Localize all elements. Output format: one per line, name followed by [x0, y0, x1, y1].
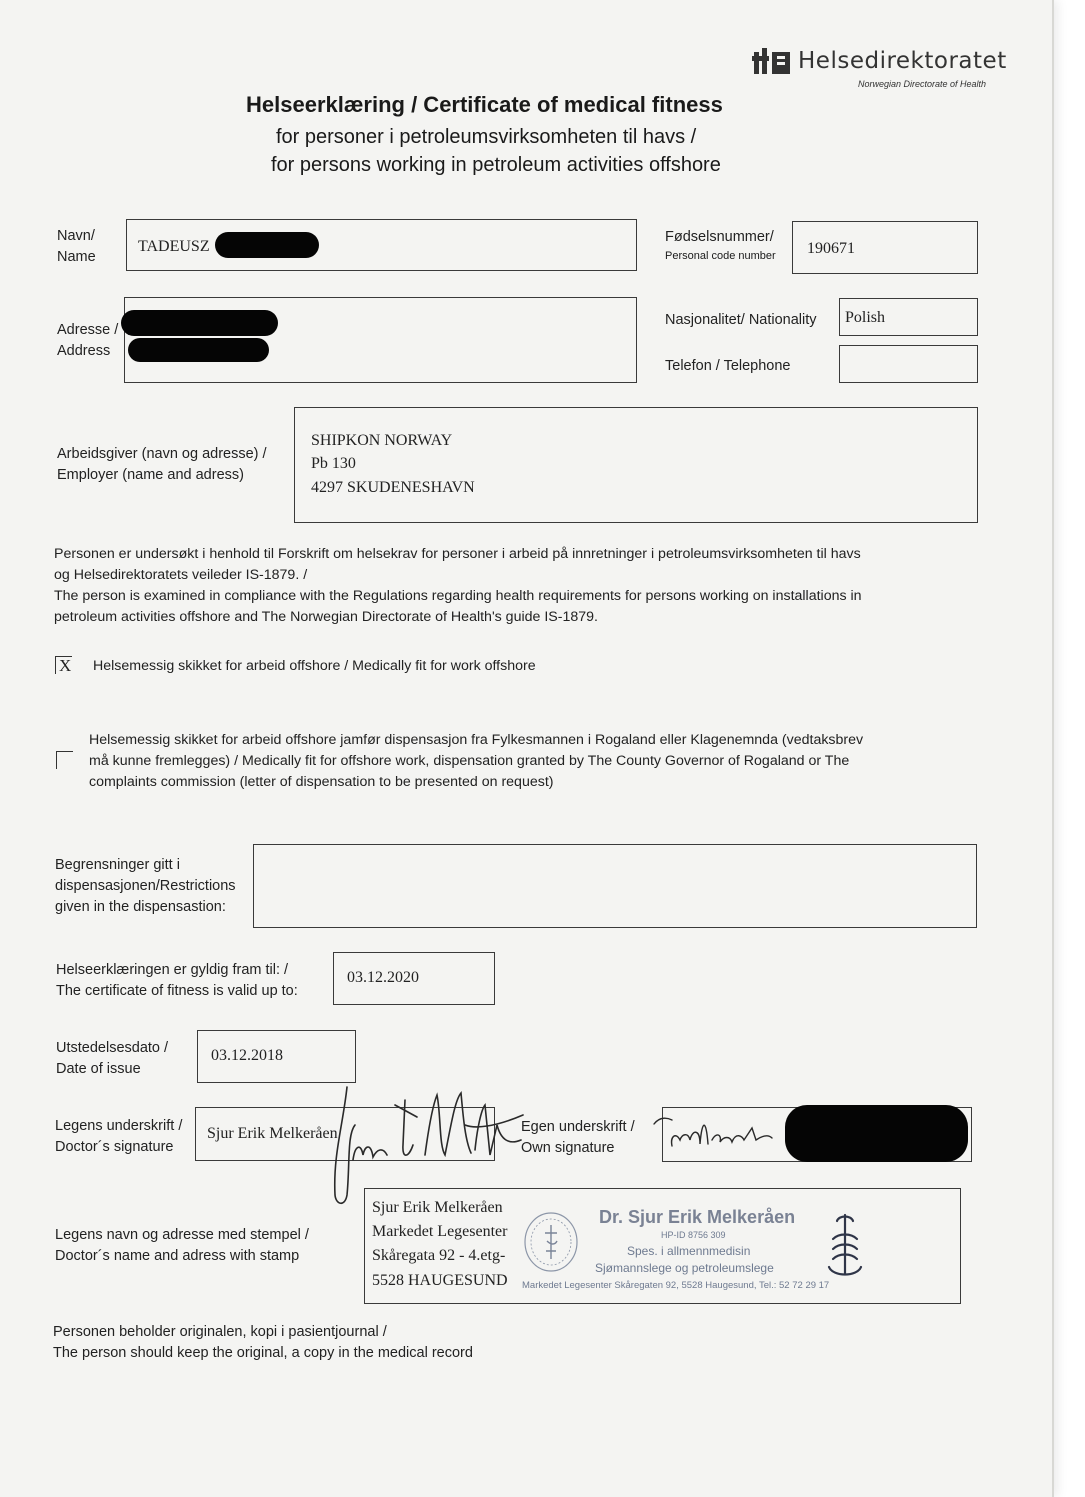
footer-note: Personen beholder originalen, kopi i pasientjournal / The person should keep the original, a copy in the medical record	[53, 1324, 473, 1361]
medically-fit-checkbox[interactable]	[55, 656, 72, 674]
redaction-bar	[128, 338, 269, 362]
stamp-specialty-2: Sjømannslege og petroleumslege	[595, 1261, 774, 1275]
personal-code-value: 190671	[807, 240, 855, 257]
restrictions-field[interactable]	[253, 844, 977, 928]
employer-field[interactable]	[294, 407, 978, 523]
seal-emblem-icon	[523, 1211, 579, 1273]
telephone-field[interactable]	[839, 345, 978, 383]
restrictions-label: Begrensninger gitt i dispensasjonen/Restrictions given in the dispensastion:	[55, 857, 236, 915]
check-mark: X	[59, 656, 72, 675]
name-field[interactable]	[126, 219, 637, 271]
stamp-specialty-1: Spes. i allmennmedisin	[627, 1244, 751, 1258]
own-handwritten-signature	[650, 1110, 790, 1160]
dispensation-option: Helsemessig skikket for arbeid offshore jamfør dispensasjon fra Fylkesmannen i Rogaland eller Klagenemnda (vedtaksbrev må kunne fremlegges) / Medically fit for offshore work, dispensation granted by The County Governor of Rogaland or The complaints commission (letter of dispensation to be presented on request)	[89, 732, 864, 790]
anchor-caduceus-icon	[825, 1211, 865, 1281]
stamp-hpid: HP-ID 8756 309	[661, 1230, 726, 1240]
personal-code-label: Fødselsnummer/ Personal code number	[665, 229, 776, 262]
redaction-bar	[785, 1105, 968, 1162]
date-of-issue-value: 03.12.2018	[211, 1047, 283, 1064]
stamp-typed-line-1: Sjur Erik Melkeråen	[372, 1199, 503, 1216]
document-subtitle-no: for personer i petroleumsvirksomheten til havs /	[276, 126, 697, 148]
logo-subtitle: Norwegian Directorate of Health	[858, 79, 987, 89]
employer-line-2: Pb 130	[311, 455, 356, 472]
dispensation-checkbox[interactable]	[56, 751, 73, 769]
valid-until-label: Helseerklæringen er gyldig fram til: / The certificate of fitness is valid up to:	[56, 962, 298, 999]
doctor-signature-value: Sjur Erik Melkeråen	[207, 1125, 338, 1142]
name-label: Navn/ Name	[57, 228, 96, 265]
stamp-label: Legens navn og adresse med stempel / Doctor´s name and adress with stamp	[55, 1227, 309, 1264]
document-title: Helseerklæring / Certificate of medical fitness	[246, 92, 723, 117]
stamp-address: Markedet Legesenter Skåregaten 92, 5528 Haugesund, Tel.: 52 72 29 17	[522, 1280, 830, 1291]
nationality-value: Polish	[845, 309, 886, 326]
doctor-signature-label: Legens underskrift / Doctor´s signature	[55, 1118, 183, 1155]
logo-name: Helsedirektoratet	[798, 48, 1007, 74]
date-of-issue-label: Utstedelsesdato / Date of issue	[56, 1040, 169, 1077]
own-signature-label: Egen underskrift / Own signature	[521, 1119, 635, 1156]
valid-until-value: 03.12.2020	[347, 969, 419, 986]
nationality-field[interactable]	[839, 298, 978, 336]
stamp-doctor-name: Dr. Sjur Erik Melkeråen	[599, 1207, 796, 1227]
medically-fit-option: Helsemessig skikket for arbeid offshore / Medically fit for work offshore	[93, 658, 536, 674]
helsedirektoratet-logo	[752, 44, 1007, 94]
redaction-bar	[215, 232, 319, 258]
employer-label: Arbeidsgiver (navn og adresse) / Employer (name and adress)	[57, 446, 267, 483]
stamp-typed-line-2: Markedet Legesenter	[372, 1223, 508, 1240]
employer-line-3: 4297 SKUDENESHAVN	[311, 479, 475, 496]
redaction-bar	[121, 310, 278, 336]
stamp-field[interactable]	[364, 1188, 961, 1304]
employer-line-1: SHIPKON NORWAY	[311, 432, 453, 449]
document-subtitle-en: for persons working in petroleum activities offshore	[271, 154, 721, 176]
logo-icon	[752, 48, 792, 78]
valid-until-field[interactable]	[333, 952, 495, 1005]
date-of-issue-field[interactable]	[197, 1030, 356, 1083]
stamp-typed-line-3: Skåregata 92 - 4.etg-	[372, 1247, 506, 1264]
telephone-label: Telefon / Telephone	[665, 358, 791, 374]
stamp-typed-line-4: 5528 HAUGESUND	[372, 1272, 508, 1289]
name-value: TADEUSZ	[138, 238, 210, 255]
examination-statement: Personen er undersøkt i henhold til Forskrift om helsekrav for personer i arbeid på innretninger i petroleumsvirksomheten til havs og Helsedirektoratets veileder IS-1879. / The person is examined in compliance with the Regulations regarding health requirements for persons working on installations in petroleum activities offshore and The Norwegian Directorate of Health's guide IS-1879.	[54, 546, 862, 625]
personal-code-field[interactable]	[792, 221, 978, 274]
address-label: Adresse / Address	[57, 322, 119, 359]
nationality-label: Nasjonalitet/ Nationality	[665, 312, 817, 328]
